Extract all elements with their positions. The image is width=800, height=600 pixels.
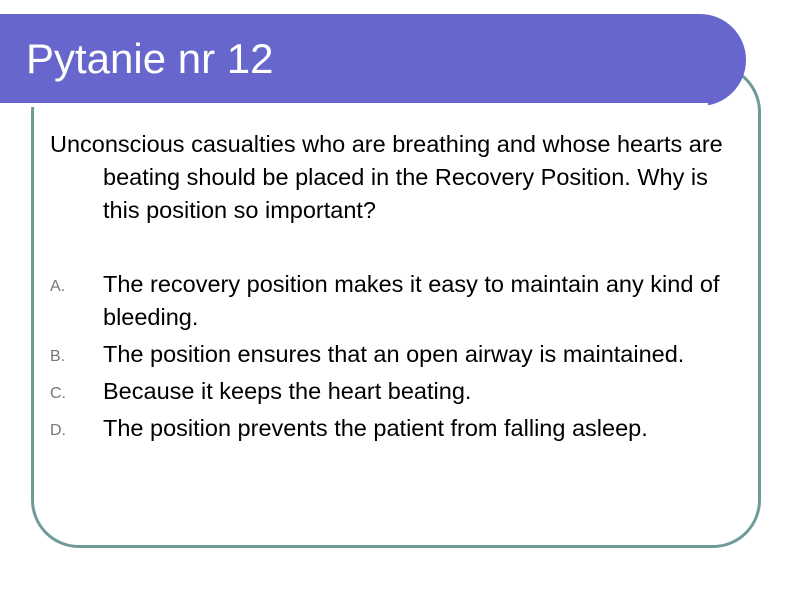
answer-text: The position prevents the patient from falling asleep. (103, 415, 648, 441)
answer-option-c (50, 375, 740, 408)
answer-letter: B. (50, 348, 66, 365)
answer-text: The position ensures that an open airway is maintained. (103, 341, 685, 367)
answer-text: Because it keeps the heart beating. (103, 378, 472, 404)
answer-list (50, 268, 740, 449)
answer-option-b (50, 338, 740, 371)
answer-option-d (50, 412, 740, 445)
answer-letter: D. (50, 422, 66, 439)
answer-text: The recovery position makes it easy to maintain any kind of bleeding. (103, 271, 720, 330)
slide-title: Pytanie nr 12 (26, 35, 274, 82)
answer-option-a (50, 268, 740, 334)
title-underline (0, 103, 708, 107)
answer-letter: A. (50, 278, 66, 295)
answer-letter: C. (50, 385, 66, 402)
question-text: Unconscious casualties who are breathing and whose hearts are beating should be placed in the Recovery Position. Why is this position so important? (50, 131, 723, 223)
